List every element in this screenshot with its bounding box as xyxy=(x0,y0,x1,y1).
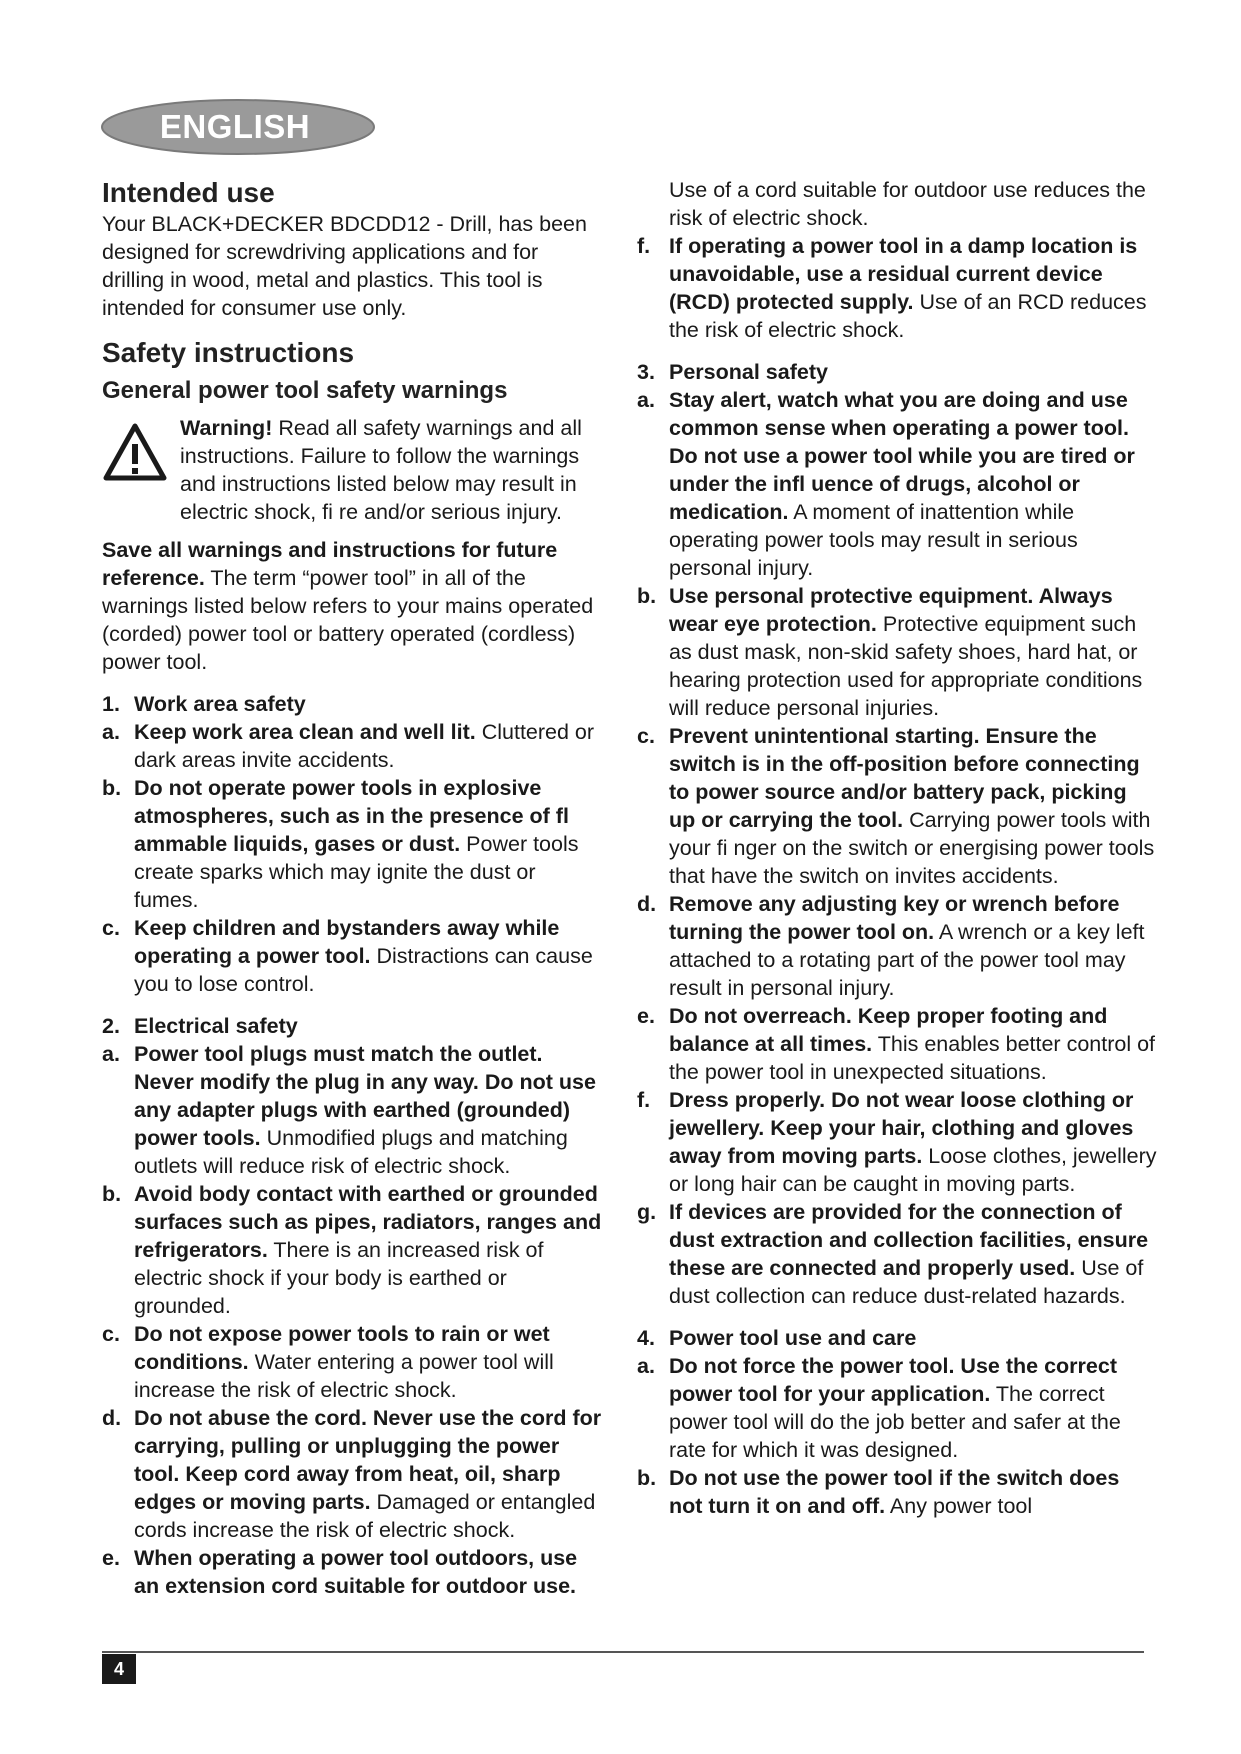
list-item xyxy=(637,1198,1157,1310)
item-bold: If operating a power tool in a damp location is unavoidable, use a residual current device (RCD) protected supply. xyxy=(669,234,1138,314)
item-bold: Keep work area clean and well lit. xyxy=(134,720,476,744)
item-continuation: Use of a cord suitable for outdoor use reduces the risk of electric shock. xyxy=(669,178,1146,230)
section-title: Electrical safety xyxy=(134,1014,298,1038)
item-bold: Do not abuse the cord. Never use the cord for carrying, pulling or unplugging the power tool. Keep cord away from heat, oil, sharp edges or moving parts. xyxy=(134,1406,602,1514)
item-label: d. xyxy=(637,892,657,916)
list-item xyxy=(102,1040,602,1180)
item-bold: Do not operate power tools in explosive atmospheres, such as in the presence of fl ammable liquids, gases or dust. xyxy=(134,776,569,856)
list-item xyxy=(102,1544,602,1600)
item-text: Protective equipment such as dust mask, non-skid safety shoes, hard hat, or hearing protection used for appropriate conditions will reduce personal injuries. xyxy=(669,612,1143,720)
left-column xyxy=(102,176,602,1600)
section-title: Power tool use and care xyxy=(669,1326,917,1350)
intended-use-heading: Intended use xyxy=(102,177,275,208)
warning-block xyxy=(102,414,602,526)
section-title: Personal safety xyxy=(669,360,828,384)
item-label: c. xyxy=(102,916,120,940)
safety-heading: Safety instructions xyxy=(102,337,355,368)
item-bold: Stay alert, watch what you are doing and use common sense when operating a power tool. Do not use a power tool while you are tired or under the infl uence of drugs, alcohol or medication. xyxy=(669,388,1135,524)
section-3-heading xyxy=(637,358,1157,386)
item-text: Damaged or entangled cords increase the risk of electric shock. xyxy=(134,1490,596,1542)
save-instructions xyxy=(102,536,602,676)
section-2-heading xyxy=(102,1012,602,1040)
list-item xyxy=(102,1320,602,1404)
list-item xyxy=(102,774,602,914)
item-label: a. xyxy=(102,720,120,744)
list-item xyxy=(637,1464,1157,1520)
item-text: Cluttered or dark areas invite accidents. xyxy=(134,720,595,772)
page-number: 4 xyxy=(102,1654,136,1684)
item-text: The correct power tool will do the job better and safer at the rate for which it was designed. xyxy=(669,1382,1121,1462)
item-label: b. xyxy=(637,1466,657,1490)
list-item xyxy=(637,386,1157,582)
item-label: b. xyxy=(102,776,122,800)
list-item xyxy=(637,232,1157,344)
item-text: Loose clothes, jewellery or long hair can be caught in moving parts. xyxy=(669,1144,1157,1196)
section-number: 3. xyxy=(637,360,655,384)
item-text: A moment of inattention while operating power tools may result in serious personal injury. xyxy=(669,500,1078,580)
item-label: a. xyxy=(637,388,655,412)
list-item xyxy=(637,1352,1157,1464)
list-item xyxy=(102,1404,602,1544)
item-text: Water entering a power tool will increase the risk of electric shock. xyxy=(134,1350,554,1402)
save-instructions-bold: Save all warnings and instructions for future reference. xyxy=(102,538,558,590)
item-text: Unmodified plugs and matching outlets will reduce risk of electric shock. xyxy=(134,1126,568,1178)
save-instructions-text: The term “power tool” in all of the warnings listed below refers to your mains operated (corded) power tool or battery operated (cordless) power tool. xyxy=(102,566,594,674)
item-text: This enables better control of the power tool in unexpected situations. xyxy=(669,1032,1156,1084)
item-label: c. xyxy=(637,724,655,748)
item-bold: Use personal protective equipment. Always wear eye protection. xyxy=(669,584,1113,636)
item-text: Use of dust collection can reduce dust-related hazards. xyxy=(669,1256,1144,1308)
item-bold: Prevent unintentional starting. Ensure the switch is in the off-position before connecting to power source and/or battery pack, picking up or carrying the tool. xyxy=(669,724,1140,832)
item-label: f. xyxy=(637,1088,651,1112)
right-column xyxy=(637,176,1157,1520)
item-bold: When operating a power tool outdoors, use an extension cord suitable for outdoor use. xyxy=(134,1546,578,1598)
item-label: b. xyxy=(102,1182,122,1206)
list-item xyxy=(637,722,1157,890)
item-text: There is an increased risk of electric shock if your body is earthed or grounded. xyxy=(134,1238,544,1318)
item-label: d. xyxy=(102,1406,122,1430)
language-label: ENGLISH xyxy=(159,108,311,145)
item-bold: If devices are provided for the connection of dust extraction and collection facilities, ensure these are connected and properly used. xyxy=(669,1200,1149,1280)
item-text: A wrench or a key left attached to a rotating part of the power tool may result in personal injury. xyxy=(669,920,1145,1000)
item-bold: Avoid body contact with earthed or grounded surfaces such as pipes, radiators, ranges and refrigerators. xyxy=(134,1182,602,1262)
item-text: Carrying power tools with your fi nger on the switch or energising power tools that have the switch on invites accidents. xyxy=(669,808,1155,888)
item-text: Distractions can cause you to lose control. xyxy=(134,944,593,996)
item-text: Use of an RCD reduces the risk of electric shock. xyxy=(669,290,1147,342)
list-item xyxy=(102,718,602,774)
intended-use-text: Your BLACK+DECKER BDCDD12 - Drill, has been designed for screwdriving applications and for drilling in wood, metal and plastics. This tool is intended for consumer use only. xyxy=(102,212,587,320)
list-item xyxy=(637,890,1157,1002)
item-bold: Do not overreach. Keep proper footing and balance at all times. xyxy=(669,1004,1108,1056)
item-bold: Keep children and bystanders away while operating a power tool. xyxy=(134,916,560,968)
item-bold: Remove any adjusting key or wrench before turning the power tool on. xyxy=(669,892,1120,944)
warning-triangle-icon xyxy=(102,422,168,482)
item-label: e. xyxy=(637,1004,655,1028)
item-bold: Do not expose power tools to rain or wet conditions. xyxy=(134,1322,550,1374)
item-bold: Do not force the power tool. Use the correct power tool for your application. xyxy=(669,1354,1117,1406)
section-1-heading xyxy=(102,690,602,718)
language-badge xyxy=(100,97,380,157)
item-label: b. xyxy=(637,584,657,608)
item-label: c. xyxy=(102,1322,120,1346)
item-label: f. xyxy=(637,234,651,258)
list-item xyxy=(637,582,1157,722)
item-label: g. xyxy=(637,1200,657,1224)
section-number: 4. xyxy=(637,1326,655,1350)
section-title: Work area safety xyxy=(134,692,306,716)
item-label: a. xyxy=(637,1354,655,1378)
item-text: Any power tool xyxy=(885,1494,1033,1518)
item-bold: Dress properly. Do not wear loose clothing or jewellery. Keep your hair, clothing and gloves away from moving parts. xyxy=(669,1088,1134,1168)
item-label: e. xyxy=(102,1546,120,1570)
list-item xyxy=(102,1180,602,1320)
footer-rule xyxy=(102,1651,1144,1653)
item-bold: Do not use the power tool if the switch does not turn it on and off. xyxy=(669,1466,1120,1518)
item-text: Power tools create sparks which may ignite the dust or fumes. xyxy=(134,832,579,912)
item-bold: Power tool plugs must match the outlet. Never modify the plug in any way. Do not use any adapter plugs with earthed (grounded) power tools. xyxy=(134,1042,596,1150)
list-item xyxy=(102,914,602,998)
list-item xyxy=(637,1002,1157,1086)
section-number: 2. xyxy=(102,1014,120,1038)
list-item xyxy=(637,1086,1157,1198)
item-label: a. xyxy=(102,1042,120,1066)
section-number: 1. xyxy=(102,692,120,716)
section-4-heading xyxy=(637,1324,1157,1352)
warning-label: Warning! xyxy=(180,416,273,440)
general-warnings-heading: General power tool safety warnings xyxy=(102,377,508,404)
warning-text: Read all safety warnings and all instructions. Failure to follow the warnings and instructions listed below may result in electric shock, fi re and/or serious injury. xyxy=(180,416,582,524)
